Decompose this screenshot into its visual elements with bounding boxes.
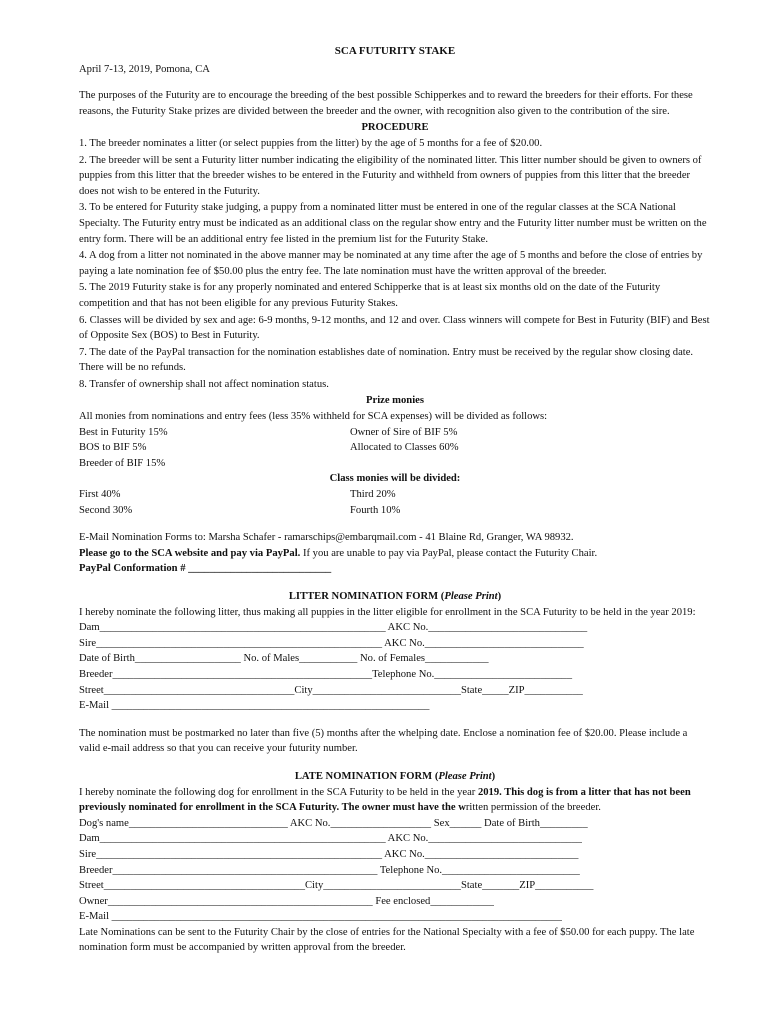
- litter-birth-field[interactable]: Date of Birth____________________ No. of Males___________ No. of Females____________: [79, 653, 489, 665]
- procedure-heading: PROCEDURE: [361, 122, 429, 134]
- litter-form-heading: [79, 589, 711, 605]
- late-form-note: Late Nominations can be sent to the Futurity Chair by the close of entries for the National Specialty with a fee of $50.00 for each puppy. The late nomination form must be accompanied by written approval from the breeder.: [79, 926, 695, 954]
- paypal-instructions: [79, 546, 711, 562]
- paypal-rest-text: If you are unable to pay via PayPal, please contact the Futurity Chair.: [300, 547, 598, 559]
- litter-form-intro: I hereby nominate the following litter, thus making all puppies in the litter eligible for enrollment in the SCA Futurity to be held in the year 2019:: [79, 606, 696, 618]
- class-monies-table: [79, 487, 711, 518]
- late-form-heading: [79, 769, 711, 785]
- litter-heading-text: LITTER NOMINATION FORM (: [288, 591, 445, 602]
- class-right-1: Third 20%: [350, 489, 396, 501]
- prize-monies-intro: All monies from nominations and entry fees (less 35% withheld for SCA expenses) will be divided as follows:: [79, 411, 548, 423]
- late-email-field[interactable]: E-Mail _____________________________________________________________________________________: [79, 911, 562, 923]
- litter-email-field[interactable]: E-Mail ____________________________________________________________: [79, 700, 430, 712]
- paypal-confirmation-field[interactable]: PayPal Conformation # ___________________________: [79, 563, 332, 575]
- class-right-column: [350, 487, 711, 518]
- prize-right-1: Owner of Sire of BIF 5%: [350, 426, 458, 438]
- late-sire-field[interactable]: Sire______________________________________________________ AKC No._____________________________: [79, 848, 579, 860]
- prize-right-2: Allocated to Classes 60%: [350, 442, 459, 454]
- late-form-intro: [79, 785, 711, 816]
- late-intro-text-end: ritten permission of the breeder.: [465, 802, 601, 814]
- procedure-item-6: 6. Classes will be divided by sex and age: 6-9 months, 9-12 months, and 12 and over. Class winners will compete for Best in Futurity (BIF) and Best of Opposite Sex (BOS) to Best in Futurity.: [79, 314, 710, 342]
- late-owner-field[interactable]: Owner__________________________________________________ Fee enclosed____________: [79, 895, 494, 907]
- litter-dam-field[interactable]: Dam______________________________________________________ AKC No.______________________________: [79, 622, 588, 634]
- litter-breeder-field[interactable]: Breeder_________________________________________________Telephone No.__________________________: [79, 668, 573, 680]
- class-right-2: Fourth 10%: [350, 504, 401, 516]
- procedure-item-7: 7. The date of the PayPal transaction for the nomination establishes date of nomination. Entry must be received by the regular show closing date. There will be no refunds.: [79, 346, 694, 374]
- prize-monies-table: [79, 425, 711, 472]
- late-heading-italic: Please Print: [438, 770, 492, 782]
- event-date-location: April 7-13, 2019, Pomona, CA: [79, 63, 210, 75]
- procedure-item-5: 5. The 2019 Futurity stake is for any properly nominated and entered Schipperke that is at least six months old on the date of the Futurity competition and that has not been eligible for any previous Futurity Stakes.: [79, 282, 661, 309]
- procedure-item-4: 4. A dog from a litter not nominated in the above manner may be nominated at any time after the age of 5 months and before the close of entries by paying a late nomination fee of $50.00 plus the entry fee. The late nomination must have the written approval of the breeder.: [79, 250, 703, 277]
- late-dog-name-field[interactable]: Dog's name______________________________ AKC No.___________________ Sex______ Date of Birth_________: [79, 817, 588, 829]
- late-breeder-field[interactable]: Breeder__________________________________________________ Telephone No.__________________________: [79, 864, 580, 876]
- litter-street-field[interactable]: Street____________________________________City____________________________State_____ZIP___________: [79, 684, 583, 696]
- procedure-item-3: 3. To be entered for Futurity stake judging, a puppy from a nominated litter must be entered in one of the regular classes at the SCA National Specialty. The Futurity entry must be indicated as an additional class on the regular show entry and the Futurity litter number must be written on the entry form. There will be an additional entry fee listed in the premium list for the Futurity Stake.: [79, 202, 707, 245]
- document-title: SCA FUTURITY STAKE: [334, 45, 456, 57]
- spacer: [79, 757, 711, 769]
- procedure-item-8: 8. Transfer of ownership shall not affect nomination status.: [79, 378, 329, 390]
- futurity-document: [79, 44, 711, 956]
- paypal-bold-text: Please go to the SCA website and pay via PayPal.: [79, 547, 301, 559]
- litter-form-note: The nomination must be postmarked no later than five (5) months after the whelping date. Enclose a nomination fee of $20.00. Please include a valid e-mail address so that you can receive your futurity number.: [79, 727, 688, 755]
- late-form-fields: [79, 816, 711, 925]
- class-left-2: Second 30%: [79, 504, 133, 516]
- procedure-item-1: 1. The breeder nominates a litter (or select puppies from the litter) by the age of 5 months for a fee of $20.00.: [79, 137, 543, 149]
- procedure-list: [79, 136, 711, 393]
- class-left-1: First 40%: [79, 489, 121, 501]
- spacer: [79, 518, 711, 530]
- procedure-item-2: 2. The breeder will be sent a Futurity litter number indicating the eligibility of the nominated litter. This litter number should be given to owners of puppies from this litter that the breeder wishes to be entered in the Futurity and withheld from owners of puppies from this litter that the breeder does not wish to be entered in the Futurity.: [79, 154, 702, 197]
- litter-heading-close: ): [497, 591, 502, 602]
- class-monies-heading: Class monies will be divided:: [329, 473, 461, 485]
- prize-left-3: Breeder of BIF 15%: [79, 457, 166, 469]
- late-intro-text: I hereby nominate the following dog for enrollment in the SCA Futurity to be held in the year: [79, 786, 478, 798]
- late-heading-text: LATE NOMINATION FORM (: [294, 770, 439, 782]
- spacer: [79, 714, 711, 726]
- intro-paragraph: The purposes of the Futurity are to encourage the breeding of the best possible Schipperkes and to reward the breeders for their efforts. For these reasons, the Futurity Stake prizes are divided between the breeder and the owner, with recognition also given to the contribution of the sire.: [79, 90, 693, 117]
- late-street-field[interactable]: Street______________________________________City__________________________State_______ZIP___________: [79, 880, 594, 892]
- late-intro-bold: 2019. This dog is from a litter that has not been previously nominated for enrollment in the SCA Futurity. The owner must have the w: [79, 786, 691, 814]
- spacer: [79, 577, 711, 589]
- prize-right-column: [350, 425, 711, 472]
- email-nomination-line: E-Mail Nomination Forms to: Marsha Schafer - ramarschips@embarqmail.com - 41 Blaine Rd, Granger, WA 98932.: [79, 532, 574, 544]
- litter-sire-field[interactable]: Sire______________________________________________________ AKC No.______________________________: [79, 637, 584, 649]
- prize-left-column: [79, 425, 350, 472]
- litter-form-fields: [79, 620, 711, 714]
- late-heading-close: ): [491, 770, 496, 782]
- prize-left-2: BOS to BIF 5%: [79, 442, 147, 454]
- prize-left-1: Best in Futurity 15%: [79, 426, 168, 438]
- class-left-column: [79, 487, 350, 518]
- litter-heading-italic: Please Print: [444, 591, 498, 602]
- late-dam-field[interactable]: Dam______________________________________________________ AKC No._____________________________: [79, 833, 582, 845]
- prize-monies-heading: Prize monies: [366, 395, 424, 407]
